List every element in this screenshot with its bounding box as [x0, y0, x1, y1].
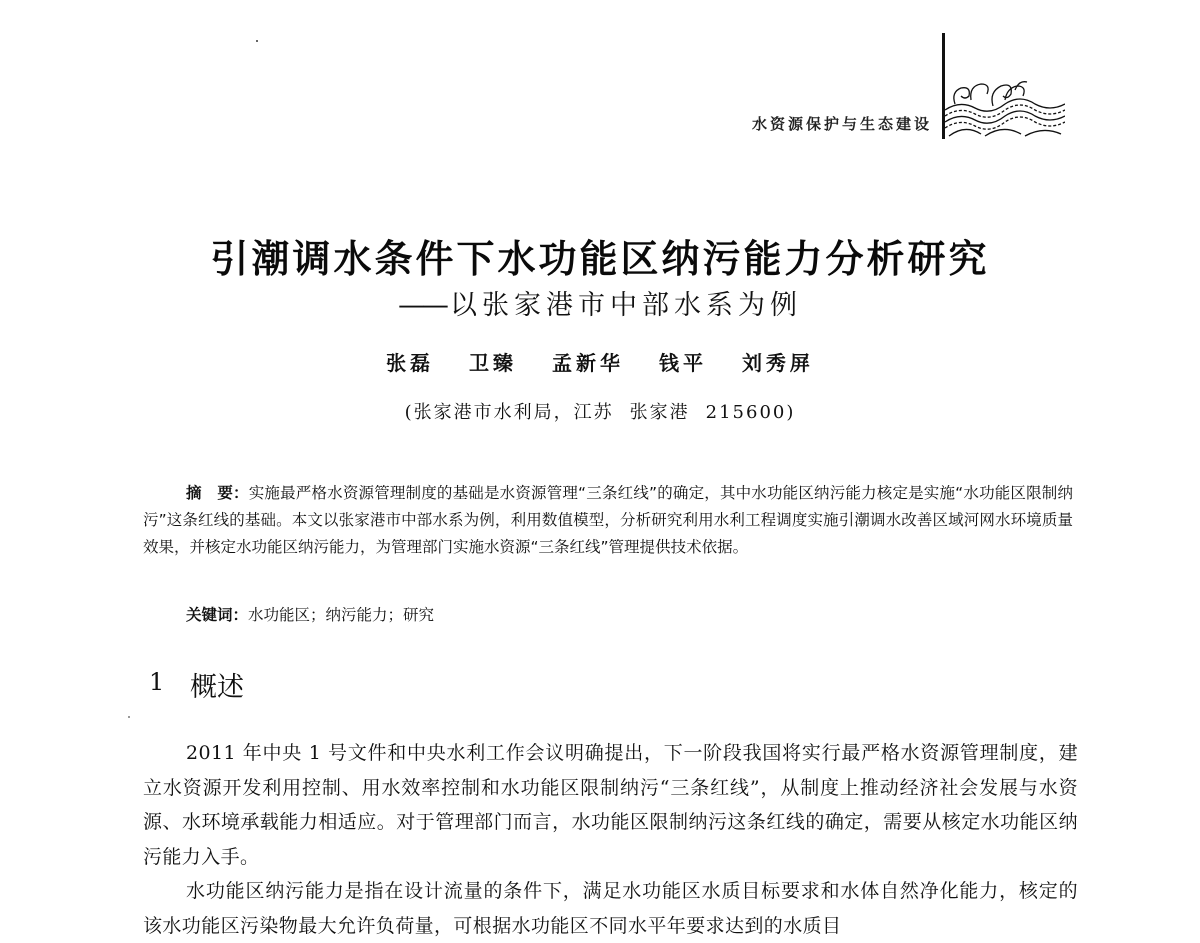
author-list	[0, 347, 1200, 376]
section-title: 概述	[190, 672, 244, 703]
paper-subtitle	[0, 283, 1200, 322]
abstract	[143, 480, 1073, 561]
affiliation-postcode: 215600)	[705, 402, 796, 423]
author: 卫臻	[469, 351, 518, 375]
section-number: 1	[149, 668, 165, 696]
abstract-label: 摘 要：	[186, 484, 249, 502]
keywords	[186, 603, 434, 625]
affiliation	[0, 398, 1200, 424]
body-paragraph: 水功能区纳污能力是指在设计流量的条件下，满足水功能区水质目标要求和水体自然净化能力，核定的该水功能区污染物最大允许负荷量，可根据水功能区不同水平年要求达到的水质目	[143, 880, 1078, 937]
paper-title: 引潮调水条件下水功能区纳污能力分析研究	[210, 237, 990, 281]
affiliation-city: 张家港	[629, 402, 690, 423]
wave-ornament-icon	[945, 70, 1065, 140]
running-header-section: 水资源保护与生态建设	[752, 115, 933, 133]
subtitle-dash: ——	[398, 290, 446, 321]
keywords-text: 水功能区；纳污能力；研究	[248, 606, 435, 624]
scan-speck	[256, 40, 258, 42]
keywords-label: 关键词：	[186, 606, 249, 624]
author: 刘秀屏	[741, 351, 814, 375]
subtitle-text: 以张家港市中部水系为例	[450, 290, 802, 321]
author: 张磊	[386, 351, 435, 375]
author: 孟新华	[552, 351, 624, 375]
scan-speck	[128, 716, 130, 718]
author: 钱平	[658, 351, 707, 375]
body-text	[143, 736, 1078, 943]
body-paragraph: 2011 年中央 1 号文件和中央水利工作会议明确提出，下一阶段我国将实行最严格水资源管理制度，建立水资源开发利用控制、用水效率控制和水功能区限制纳污“三条红线”，从制度上推动经济社会发展与水资源、水环境承载能力相适应。对于管理部门而言，水功能区限制纳污这条红线的确定，需要从核定水功能区纳污能力入手。	[143, 742, 1078, 868]
abstract-text: 实施最严格水资源管理制度的基础是水资源管理“三条红线”的确定，其中水功能区纳污能力核定是实施“水功能区限制纳污”这条红线的基础。本文以张家港市中部水系为例，利用数值模型，分析研究利用水利工程调度实施引潮调水改善区域河网水环境质量效果，并核定水功能区纳污能力，为管理部门实施水资源“三条红线”管理提供技术依据。	[143, 484, 1073, 556]
affiliation-org: (张家港市水利局，江苏	[404, 402, 614, 423]
